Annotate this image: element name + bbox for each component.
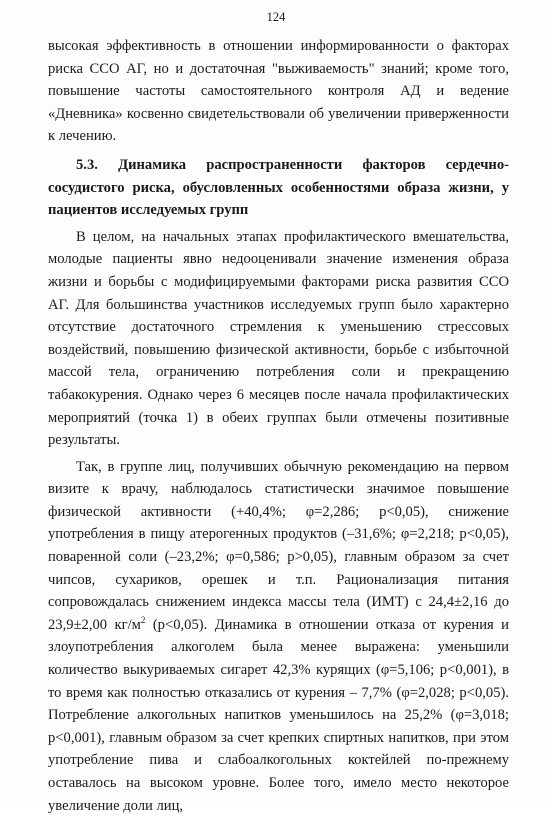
- body-text: [48, 35, 509, 817]
- paragraph-continuation: высокая эффективность в отношении информированности о факторах риска ССО АГ, но и достаточная "выживаемость" знаний; кроме того, повышение частоты самостоятельного контроля АД и ведение «Дневника» косвенно свидетельствовали об увеличении приверженности к лечению.: [48, 38, 509, 145]
- paragraph-results: [48, 456, 509, 817]
- paragraph-intro: В целом, на начальных этапах профилактического вмешательства, молодые пациенты явно недооценивали значение изменения образа жизни и борьбы с модифицируемыми факторами риска развития ССО АГ. Для большинства участников исследуемых групп было характерно отсутствие достаточного стремления к уменьшению стрессовых воздействий, повышению физической активности, борьбе с избыточной массой тела, ограничению потребления соли и прекращению табакокурения. Однако через 6 месяцев после начала профилактических мероприятий (точка 1) в обеих группах были отмечены позитивные результаты.: [48, 228, 509, 449]
- superscript-exponent: 2: [140, 614, 146, 625]
- paragraph-results-text-2: (p<0,05). Динамика в отношении отказа от курения и злоупотребления алкоголем была менее выражена: уменьшили количество выкуриваемых сигарет 42,3% курящих (φ=5,106; p<0,001), в то время как полностью отказались от курения – 7,7% (φ=2,028; p<0,05). Потребление алкогольных напитков уменьшилось на 25,2% (φ=3,018; p<0,001), главным образом за счет крепких спиртных напитков, при этом употребление пива и слабоалкогольных коктейлей по-прежнему оставалось на высоком уровне. Более того, имело место некоторое увеличение доли лиц,: [48, 616, 509, 814]
- page-number: 124: [266, 10, 286, 24]
- section-heading: 5.3. Динамика распространенности факторов сердечно-сосудистого риска, обусловленных особенностями образа жизни, у пациентов исследуемых групп: [48, 156, 509, 219]
- paragraph-results-text-1: Так, в группе лиц, получивших обычную рекомендацию на первом визите к врачу, наблюдалось статистически значимое повышение физической активности (+40,4%; φ=2,286; p<0,05), снижение употребления в пищу атерогенных продуктов (–31,6%; φ=2,218; p<0,05), поваренной соли (–23,2%; φ=0,586; p>0,05), главным образом за счет чипсов, сухариков, орешек и т.п. Рационализация питания сопровождалась снижением индекса массы тела (ИМТ) с 24,4±2,16 до 23,9±2,00 кг/м: [48, 458, 509, 633]
